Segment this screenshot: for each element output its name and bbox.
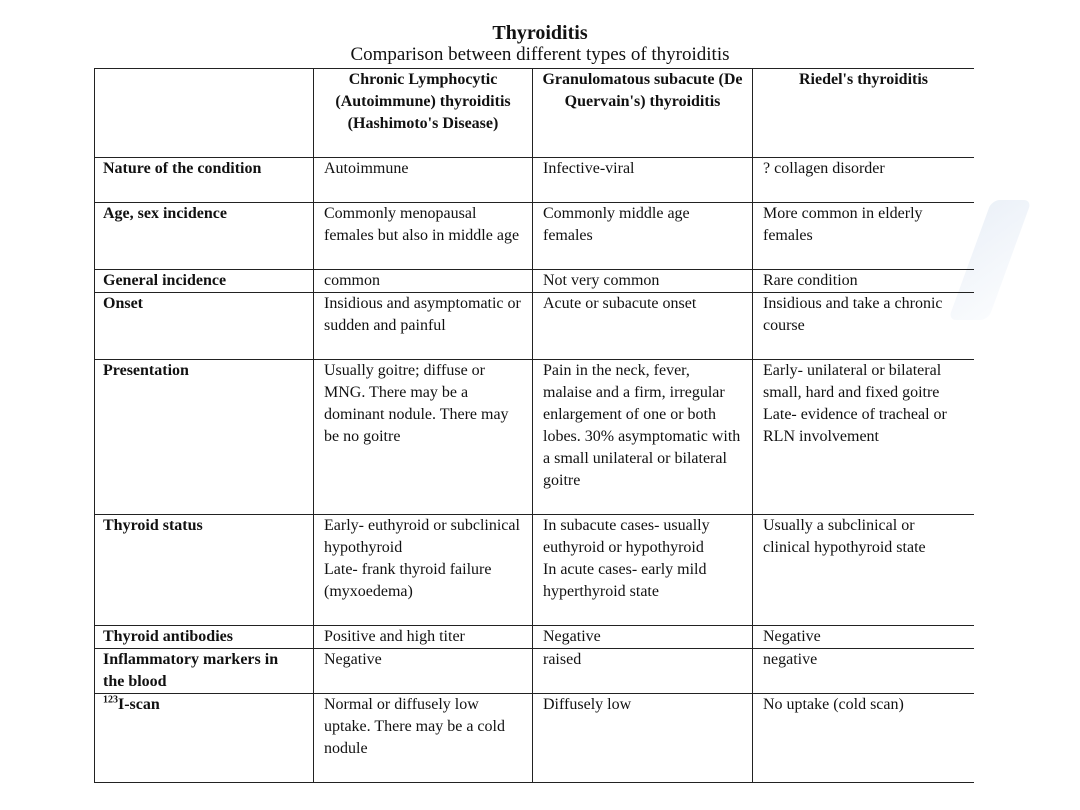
row-label-age-sex: Age, sex incidence <box>95 203 314 270</box>
cell-nature-dequervain: Infective-viral <box>533 158 753 203</box>
cell-antibodies-hashimoto: Positive and high titer <box>314 626 533 649</box>
page-title: Thyroiditis <box>492 22 588 44</box>
cell-general-dequervain: Not very common <box>533 270 753 293</box>
row-label-general: General incidence <box>95 270 314 293</box>
presentation-riedel-late: Late- evidence of tracheal or RLN involvement <box>763 406 947 445</box>
cell-inflammatory-riedel: negative <box>753 649 975 694</box>
cell-presentation-riedel <box>753 360 975 515</box>
table-row <box>95 694 975 783</box>
cell-scan-riedel: No uptake (cold scan) <box>753 694 975 783</box>
cell-nature-hashimoto: Autoimmune <box>314 158 533 203</box>
cell-scan-dequervain: Diffusely low <box>533 694 753 783</box>
cell-age-sex-dequervain: Commonly middle age females <box>533 203 753 270</box>
comparison-table <box>94 68 974 783</box>
cell-age-sex-riedel: More common in elderly females <box>753 203 975 270</box>
row-label-inflammatory: Inflammatory markers in the blood <box>95 649 314 694</box>
table-row <box>95 158 975 203</box>
cell-onset-dequervain: Acute or subacute onset <box>533 293 753 360</box>
row-label-antibodies: Thyroid antibodies <box>95 626 314 649</box>
cell-inflammatory-dequervain: raised <box>533 649 753 694</box>
cell-age-sex-hashimoto: Commonly menopausal females but also in middle age <box>314 203 533 270</box>
status-hashimoto-late: Late- frank thyroid failure (myxoedema) <box>324 561 492 600</box>
table-row <box>95 270 975 293</box>
table-row <box>95 515 975 626</box>
header-hashimoto: Chronic Lymphocytic (Autoimmune) thyroiditis (Hashimoto's Disease) <box>314 69 533 158</box>
cell-presentation-hashimoto: Usually goitre; diffuse or MNG. There may be a dominant nodule. There may be no goitre <box>314 360 533 515</box>
status-hashimoto-early: Early- euthyroid or subclinical hypothyroid <box>324 517 520 556</box>
row-label-scan <box>95 694 314 783</box>
cell-general-riedel: Rare condition <box>753 270 975 293</box>
table-row <box>95 626 975 649</box>
cell-antibodies-dequervain: Negative <box>533 626 753 649</box>
scan-isotope-superscript: 123 <box>103 694 118 706</box>
row-label-nature: Nature of the condition <box>95 158 314 203</box>
cell-presentation-dequervain: Pain in the neck, fever, malaise and a firm, irregular enlargement of one or both lobes. 30% asymptomatic with a small unilateral or bilateral goitre <box>533 360 753 515</box>
cell-onset-riedel: Insidious and take a chronic course <box>753 293 975 360</box>
row-label-onset: Onset <box>95 293 314 360</box>
status-dequervain-subacute: In subacute cases- usually euthyroid or hypothyroid <box>543 517 710 556</box>
cell-status-hashimoto <box>314 515 533 626</box>
cell-nature-riedel: ? collagen disorder <box>753 158 975 203</box>
header-riedel: Riedel's thyroiditis <box>753 69 975 158</box>
table-row <box>95 360 975 515</box>
table-row <box>95 293 975 360</box>
presentation-riedel-early: Early- unilateral or bilateral small, hard and fixed goitre <box>763 362 942 401</box>
comparison-table-container <box>94 68 974 798</box>
page-subtitle: Comparison between different types of thyroiditis <box>350 44 730 65</box>
cell-general-hashimoto: common <box>314 270 533 293</box>
header-empty-cell <box>95 69 314 158</box>
table-header-row <box>95 69 975 158</box>
table-row <box>95 203 975 270</box>
table-row <box>95 649 975 694</box>
cell-antibodies-riedel: Negative <box>753 626 975 649</box>
header-dequervain: Granulomatous subacute (De Quervain's) thyroiditis <box>533 69 753 158</box>
row-label-status: Thyroid status <box>95 515 314 626</box>
cell-status-riedel: Usually a subclinical or clinical hypothyroid state <box>753 515 975 626</box>
status-dequervain-acute: In acute cases- early mild hyperthyroid state <box>543 561 707 600</box>
scan-label-text: I-scan <box>118 696 160 713</box>
cell-scan-hashimoto: Normal or diffusely low uptake. There may be a cold nodule <box>314 694 533 783</box>
cell-status-dequervain <box>533 515 753 626</box>
row-label-presentation: Presentation <box>95 360 314 515</box>
cell-inflammatory-hashimoto: Negative <box>314 649 533 694</box>
cell-onset-hashimoto: Insidious and asymptomatic or sudden and painful <box>314 293 533 360</box>
